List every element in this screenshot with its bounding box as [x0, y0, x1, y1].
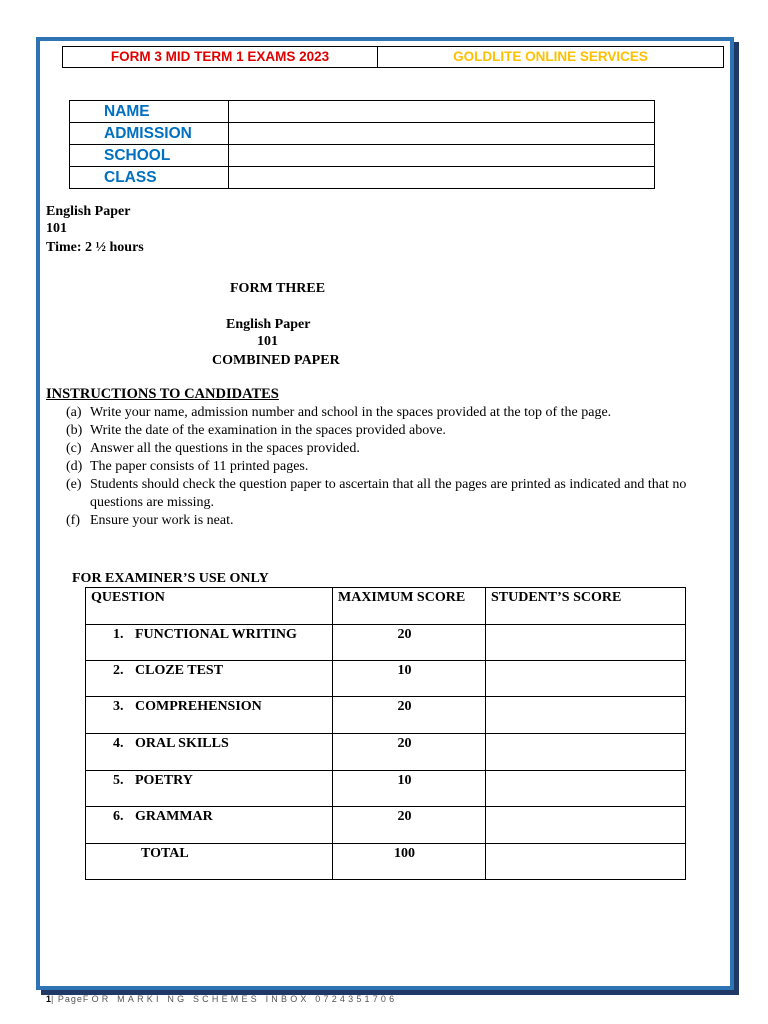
paper-time: Time: 2 ½ hours: [46, 240, 144, 255]
exam-header: [62, 46, 724, 68]
admission-field[interactable]: [229, 123, 655, 145]
center-paper-code: 101: [257, 334, 278, 349]
class-field[interactable]: [229, 167, 655, 189]
list-item: (d) The paper consists of 11 printed pages.: [66, 459, 309, 474]
student-score-cell[interactable]: [486, 807, 686, 844]
page-number: 1: [46, 994, 52, 1004]
student-score-cell[interactable]: [486, 625, 686, 661]
examiner-score-table: [85, 587, 686, 880]
list-item: (b) Write the date of the examination in the spaces provided above.: [66, 423, 446, 438]
name-label: NAME: [70, 101, 229, 123]
examiner-heading: FOR EXAMINER’S USE ONLY: [72, 571, 269, 586]
paper-name: English Paper: [46, 204, 131, 219]
table-row: 3. COMPREHENSION 20: [86, 697, 686, 734]
publisher-name: GOLDLITE ONLINE SERVICES: [453, 49, 648, 64]
student-score-cell[interactable]: [486, 771, 686, 807]
student-score-cell[interactable]: [486, 661, 686, 697]
list-item: (e) Students should check the question paper to ascertain that all the pages are printed as indicated and that no questions are missing.: [66, 477, 687, 510]
column-header-student-score: STUDENT’S SCORE: [486, 588, 686, 625]
page-label: | Page: [51, 994, 83, 1004]
candidate-details-table: [69, 100, 655, 189]
table-row: 6. GRAMMAR 20: [86, 807, 686, 844]
instructions-list: [66, 404, 726, 530]
student-score-cell[interactable]: [486, 734, 686, 771]
school-label: SCHOOL: [70, 145, 229, 167]
table-row: 2. CLOZE TEST 10: [86, 661, 686, 697]
exam-title: FORM 3 MID TERM 1 EXAMS 2023: [63, 47, 378, 67]
column-header-max-score: MAXIMUM SCORE: [333, 588, 486, 625]
school-field[interactable]: [229, 145, 655, 167]
form-title: FORM THREE: [230, 281, 326, 296]
paper-type: COMBINED PAPER: [212, 353, 340, 368]
name-field[interactable]: [229, 101, 655, 123]
footer-note: FOR MARKI NG SCHEMES INBOX 0724351706: [82, 994, 398, 1004]
page-footer: [46, 994, 397, 1004]
table-row: 1. FUNCTIONAL WRITING 20: [86, 625, 686, 661]
class-label: CLASS: [70, 167, 229, 189]
paper-code: 101: [46, 221, 67, 236]
admission-label: ADMISSION: [70, 123, 229, 145]
student-total-cell[interactable]: [486, 844, 686, 880]
student-score-cell[interactable]: [486, 697, 686, 734]
table-row: 5. POETRY 10: [86, 771, 686, 807]
center-paper-name: English Paper: [226, 317, 311, 332]
list-item: (a) Write your name, admission number and school in the spaces provided at the top of the page.: [66, 405, 612, 420]
total-row: TOTAL 100: [86, 844, 686, 880]
list-item: (c) Answer all the questions in the spaces provided.: [66, 441, 360, 456]
instructions-heading: INSTRUCTIONS TO CANDIDATES: [46, 386, 279, 402]
table-row: 4. ORAL SKILLS 20: [86, 734, 686, 771]
column-header-question: QUESTION: [86, 588, 333, 625]
list-item: (f) Ensure your work is neat.: [66, 513, 234, 528]
